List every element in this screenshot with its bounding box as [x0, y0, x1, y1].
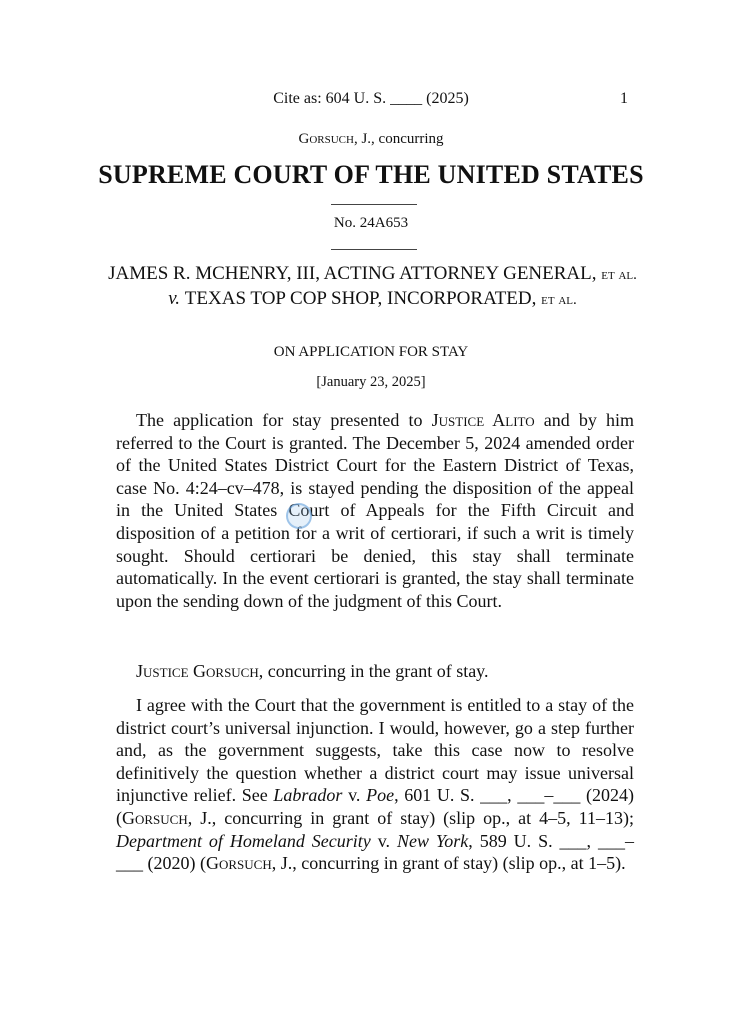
page-number: 1: [620, 90, 628, 107]
case-name-labrador: Labrador: [273, 785, 343, 806]
p3-text-2: , 601 U. S. ___, ___–___ (2024) (: [116, 785, 634, 828]
p1-text-before: The application for stay presented to: [136, 410, 432, 430]
p2-justice-name: Justice Gorsuch: [136, 661, 259, 681]
caption-part1: JAMES R. MCHENRY, III, ACTING ATTORNEY GENERAL,: [108, 263, 602, 284]
caption-versus: v.: [168, 288, 185, 309]
p3-text-4: , 589 U. S. ___, ___–___ (2020) (: [116, 830, 634, 874]
divider-bottom: [331, 249, 417, 250]
p3-gorsuch-2: Gorsuch: [205, 853, 272, 874]
p3-text-5: , J., concurring in grant of stay) (slip op., at 1–5).: [271, 853, 626, 874]
concurring-text: , J., concurring: [353, 131, 444, 147]
p3-text-1: I agree with the Court that the government is entitled to a stay of the district court’s universal injunction. I would, however, go a step further and, as the government suggests, take this case now to resolve definitively the question whether a district court may issue universal injunctive relief. See: [116, 695, 634, 806]
docket-number: No. 24A653: [333, 215, 409, 231]
p1-text-after: and by him referred to the Court is granted. The December 5, 2024 amended order of the United States District Court for the Eastern District of Texas, case No. 4:24–cv–478, is stayed pending the disposition of the appeal in the United States Court of Appeals for the Fifth Circuit and disposition of a petition for a writ of certiorari, if such a writ is timely sought. Should certiorari be denied, this stay shall terminate automatically. In the event certiorari is granted, the stay shall terminate upon the sending down of the judgment of this Court.: [116, 410, 634, 611]
p3-text-3: , J., concurring in grant of stay) (slip op., at 4–5, 11–13);: [187, 807, 634, 828]
p3-gorsuch-1: Gorsuch: [122, 807, 188, 828]
concurring-heading: [0, 131, 742, 148]
court-title: SUPREME COURT OF THE UNITED STATES: [98, 160, 644, 189]
concurrence-paragraph: [116, 694, 634, 875]
justice-name: Gorsuch: [298, 131, 354, 147]
p1-justice-name: Justice Alito: [431, 410, 535, 430]
caption-et-al-2: et al.: [541, 292, 577, 308]
p2-text: , concurring in the grant of stay.: [258, 661, 489, 681]
case-name-new-york: New York: [396, 830, 469, 851]
case-name-dhs: Department of Homeland Security: [116, 830, 371, 851]
case-name-poe: Poe: [366, 785, 395, 806]
divider-top: [331, 204, 417, 205]
p3-v-2: v.: [370, 830, 397, 851]
order-paragraph: [116, 409, 634, 612]
caption-part2: TEXAS TOP COP SHOP, INCORPORATED,: [184, 288, 542, 309]
watermark-logo-icon: [286, 503, 312, 529]
citation-header: Cite as: 604 U. S. ____ (2025): [273, 90, 469, 107]
p3-v-1: v.: [342, 785, 367, 806]
case-caption: [100, 262, 645, 312]
concurrence-heading-paragraph: [116, 660, 634, 683]
decision-date: [January 23, 2025]: [316, 374, 426, 390]
on-application-heading: ON APPLICATION FOR STAY: [273, 344, 469, 360]
caption-et-al-1: et al.: [601, 267, 637, 283]
